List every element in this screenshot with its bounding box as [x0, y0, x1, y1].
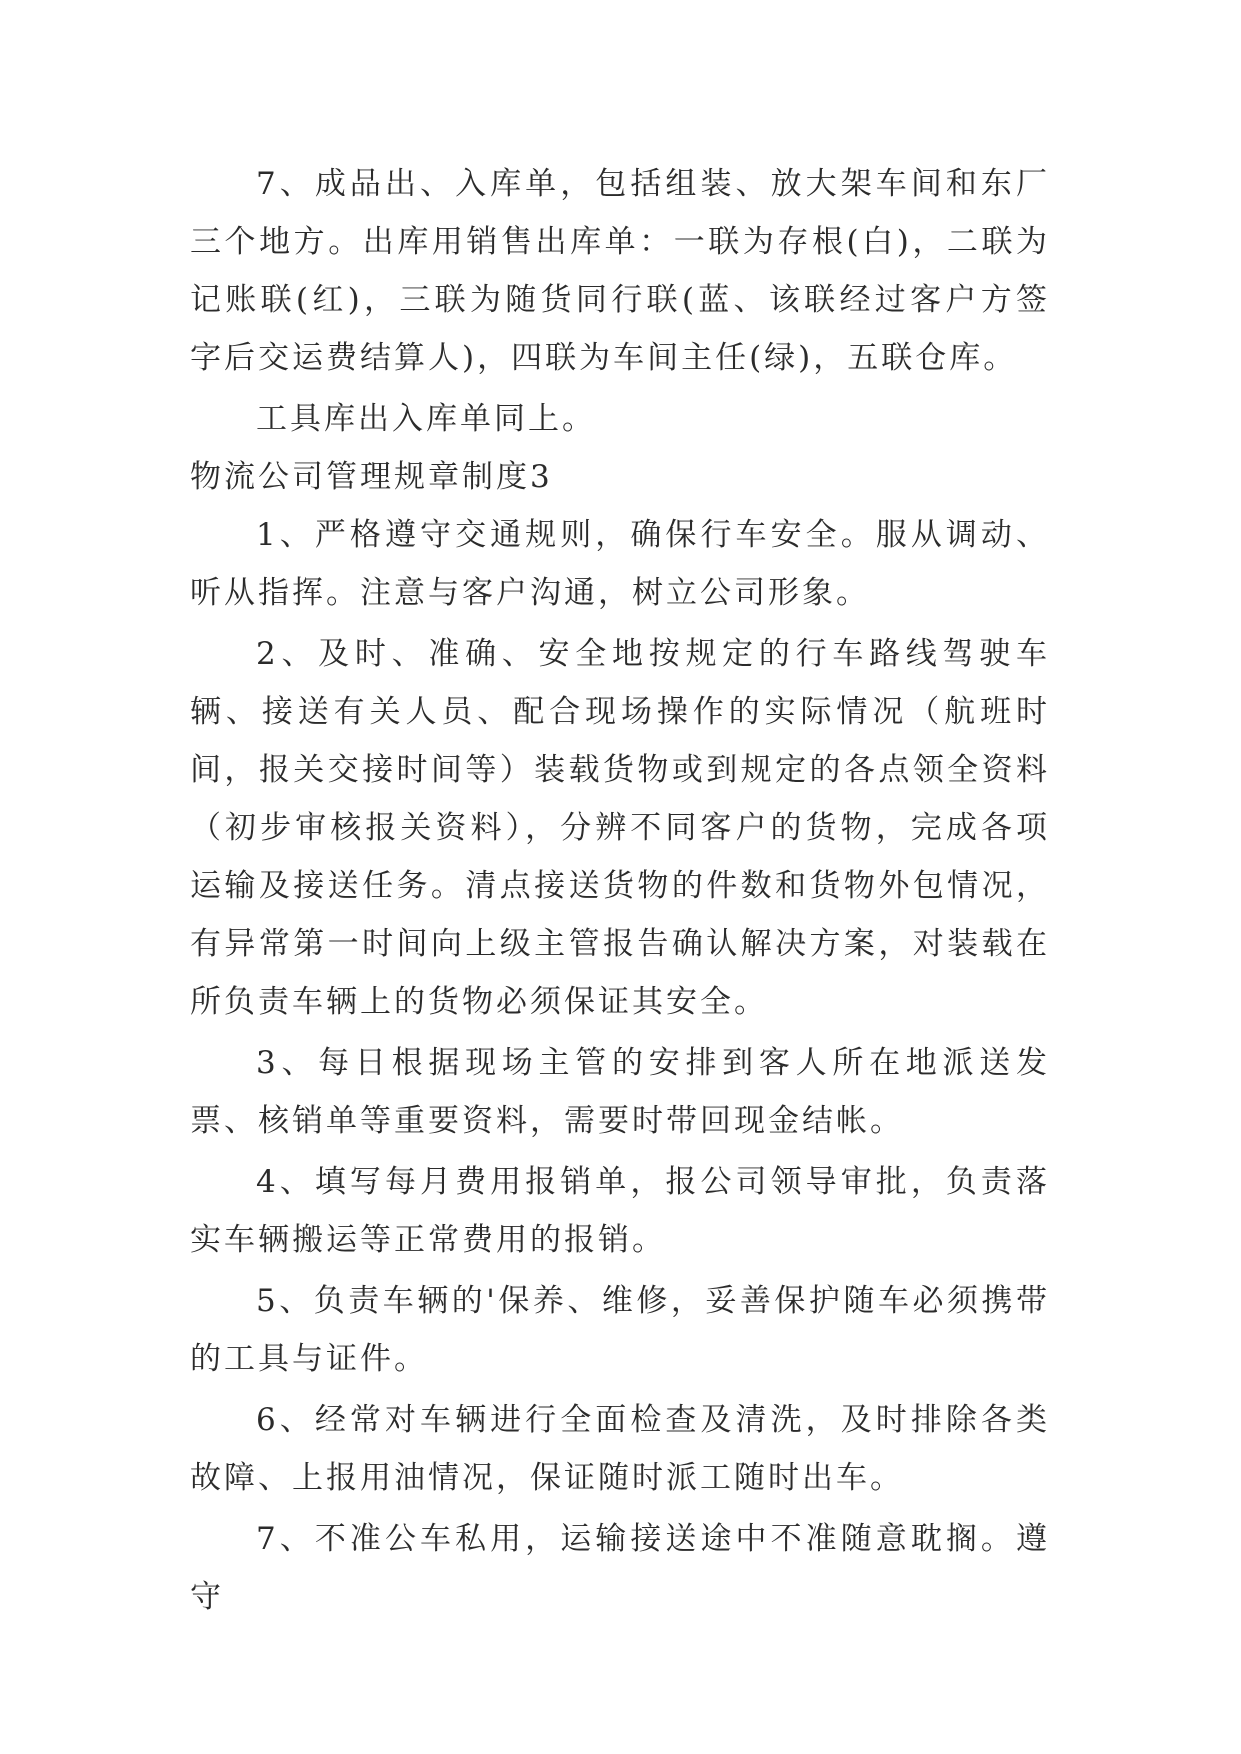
section-heading: 物流公司管理规章制度3: [190, 459, 553, 495]
paragraph-tool-storage: 工具库出入库单同上。: [256, 401, 596, 437]
document-body: [190, 155, 1050, 1626]
paragraph-rule-4: 4、填写每月费用报销单，报公司领导审批，负责落实车辆搬运等正常费用的报销。: [190, 1164, 1050, 1258]
paragraph-rule-7: 7、不准公车私用，运输接送途中不准随意耽搁。遵守: [190, 1521, 1050, 1615]
paragraph-rule-6: 6、经常对车辆进行全面检查及清洗，及时排除各类故障、上报用油情况，保证随时派工随时出车。: [190, 1402, 1050, 1496]
paragraph-rule-1: 1、严格遵守交通规则，确保行车安全。服从调动、听从指挥。注意与客户沟通，树立公司形象。: [190, 517, 1050, 611]
paragraph-rule-2: 2、及时、准确、安全地按规定的行车路线驾驶车辆、接送有关人员、配合现场操作的实际情况（航班时间，报关交接时间等）装载货物或到规定的各点领全资料（初步审核报关资料），分辨不同客户的货物，完成各项运输及接送任务。清点接送货物的件数和货物外包情况，有异常第一时间向上级主管报告确认解决方案，对装载在所负责车辆上的货物必须保证其安全。: [190, 636, 1050, 1020]
paragraph-rule-5: 5、负责车辆的'保养、维修，妥善保护随车必须携带的工具与证件。: [190, 1283, 1050, 1377]
paragraph-item-7-receipts: 7、成品出、入库单，包括组装、放大架车间和东厂三个地方。出库用销售出库单：一联为存根(白)，二联为记账联(红)，三联为随货同行联(蓝、该联经过客户方签字后交运费结算人)，四联为车间主任(绿)，五联仓库。: [190, 166, 1050, 376]
paragraph-rule-3: 3、每日根据现场主管的安排到客人所在地派送发票、核销单等重要资料，需要时带回现金结帐。: [190, 1045, 1050, 1139]
